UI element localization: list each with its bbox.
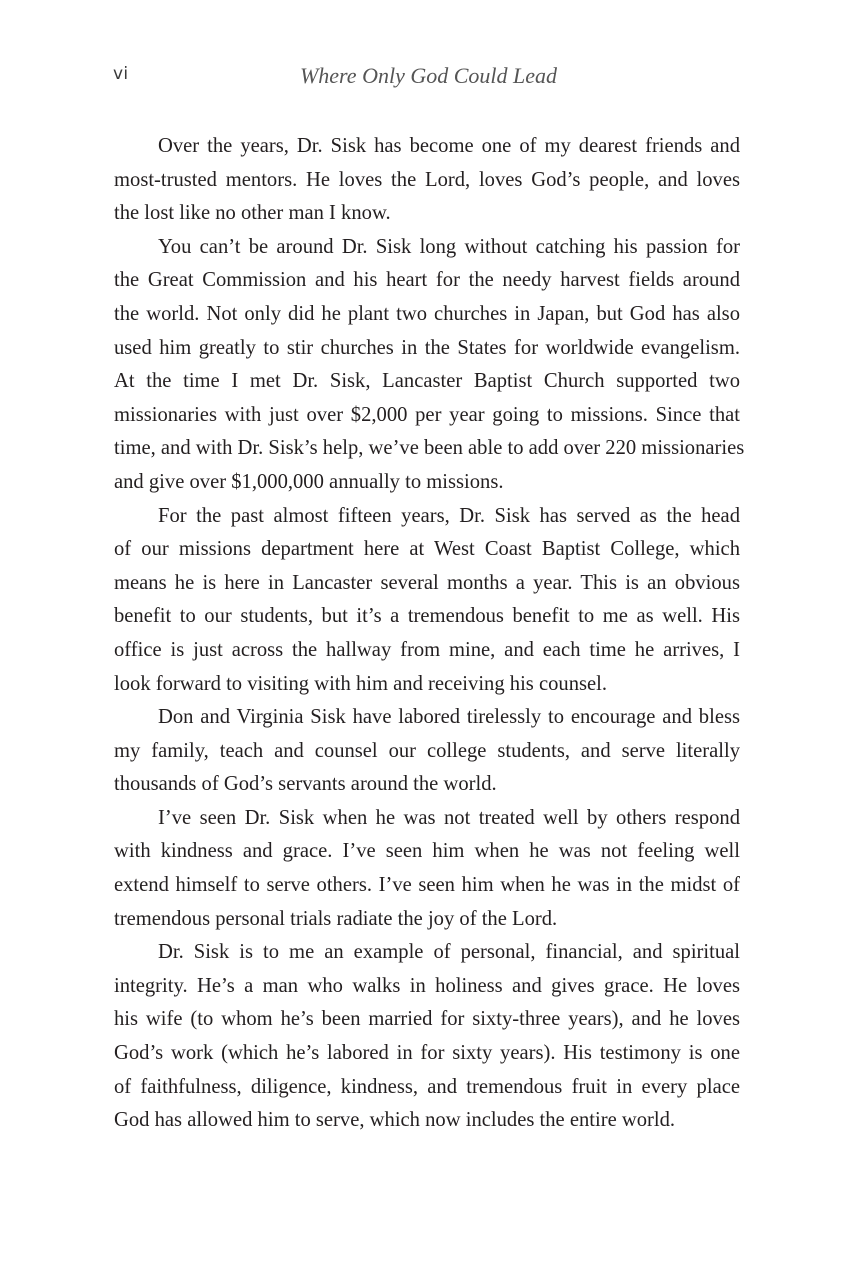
text-line: I’ve seen Dr. Sisk when he was not treated well by others respond <box>158 806 740 829</box>
text-line: integrity. He’s a man who walks in holiness and gives grace. He loves <box>114 974 740 997</box>
text-line: his wife (to whom he’s been married for sixty-three years), and he loves <box>114 1008 740 1031</box>
text-line: benefit to our students, but it’s a tremendous benefit to me as well. His <box>114 605 740 628</box>
text-line: of our missions department here at West Coast Baptist College, which <box>114 538 740 561</box>
text-line: the lost like no other man I know. <box>114 202 391 225</box>
text-line: most-trusted mentors. He loves the Lord, loves God’s people, and loves <box>114 168 740 191</box>
text-line: Dr. Sisk is to me an example of personal, financial, and spiritual <box>158 941 740 964</box>
text-line: the world. Not only did he plant two churches in Japan, but God has also <box>114 302 740 325</box>
text-line: and give over $1,000,000 annually to missions. <box>114 470 504 493</box>
text-line: thousands of God’s servants around the world. <box>114 773 497 796</box>
text-line: of faithfulness, diligence, kindness, and tremendous fruit in every place <box>114 1075 740 1098</box>
text-line: tremendous personal trials radiate the joy of the Lord. <box>114 907 558 930</box>
text-line: office is just across the hallway from mine, and each time he arrives, I <box>114 638 740 661</box>
running-title: Where Only God Could Lead <box>299 63 558 88</box>
paragraph <box>114 231 745 500</box>
text-line: Don and Virginia Sisk have labored tirelessly to encourage and bless <box>158 706 740 729</box>
text-line: means he is here in Lancaster several months a year. This is an obvious <box>114 571 740 594</box>
text-line: You can’t be around Dr. Sisk long without catching his passion for <box>158 235 740 258</box>
paragraph <box>114 802 740 936</box>
text-line: For the past almost fifteen years, Dr. Sisk has served as the head <box>158 504 740 527</box>
text-line: look forward to visiting with him and receiving his counsel. <box>114 672 608 695</box>
text-line: God’s work (which he’s labored in for sixty years). His testimony is one <box>114 1042 740 1065</box>
text-line: with kindness and grace. I’ve seen him when he was not feeling well <box>114 840 740 863</box>
text-line: Over the years, Dr. Sisk has become one of my dearest friends and <box>158 135 740 157</box>
text-line: God has allowed him to serve, which now includes the entire world. <box>114 1109 676 1132</box>
paragraph <box>114 500 740 702</box>
text-line: extend himself to serve others. I’ve seen him when he was in the midst of <box>114 874 740 897</box>
text-line: used him greatly to stir churches in the States for worldwide evangelism. <box>114 336 740 359</box>
text-line: time, and with Dr. Sisk’s help, we’ve been able to add over 220 missionaries <box>114 437 745 460</box>
text-line: the Great Commission and his heart for the needy harvest fields around <box>114 269 740 292</box>
text-line: At the time I met Dr. Sisk, Lancaster Baptist Church supported two <box>114 370 740 393</box>
text-line: my family, teach and counsel our college students, and serve literally <box>114 739 740 762</box>
page-number: vi <box>113 64 129 84</box>
paragraph <box>114 130 740 231</box>
paragraph <box>114 701 740 802</box>
body-text <box>114 130 745 1138</box>
paragraph <box>114 936 740 1138</box>
text-line: missionaries with just over $2,000 per year going to missions. Since that <box>114 403 740 426</box>
